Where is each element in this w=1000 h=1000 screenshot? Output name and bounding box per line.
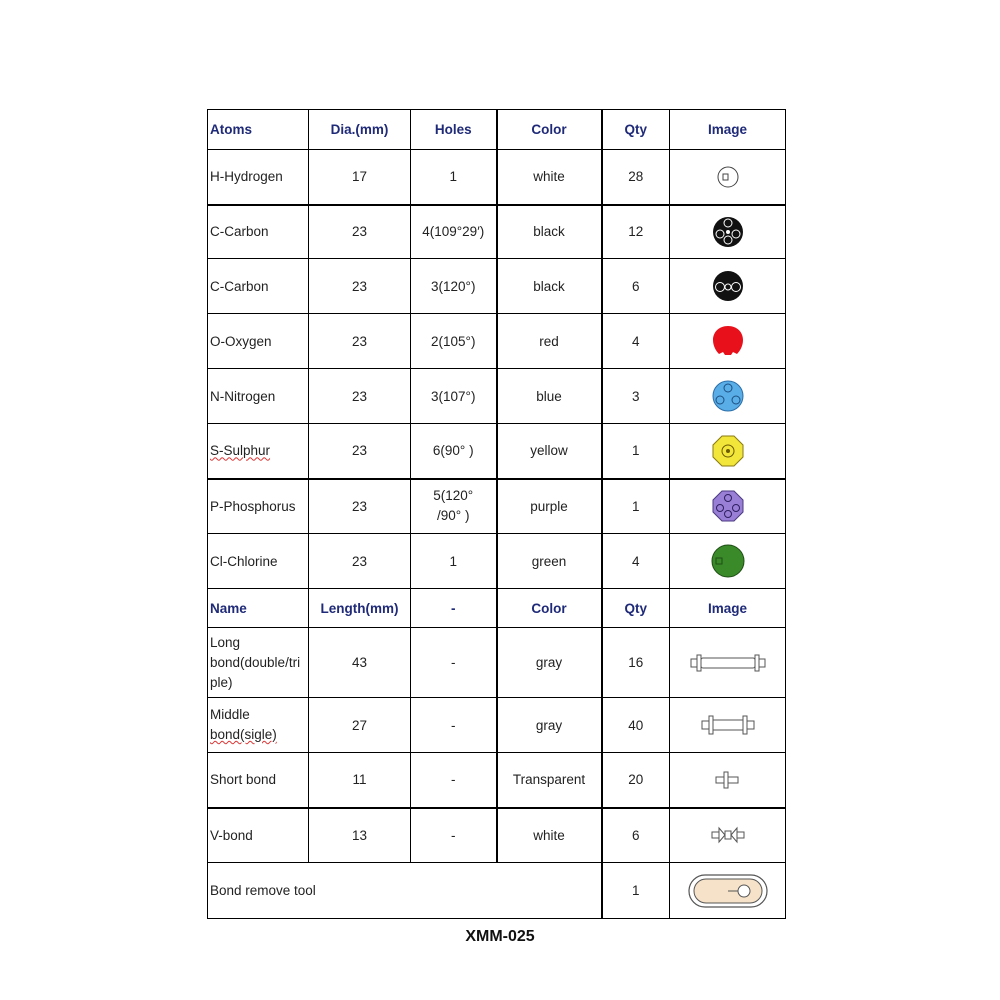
atom-color: purple bbox=[497, 479, 602, 534]
atom-name bbox=[208, 424, 309, 479]
carbon-3-hole-atom-icon bbox=[711, 269, 745, 303]
hydrogen-atom-icon bbox=[713, 162, 743, 192]
atom-qty: 4 bbox=[602, 534, 670, 589]
oxygen-atom-icon bbox=[711, 324, 745, 358]
v-bond-icon bbox=[711, 824, 745, 846]
atom-color: white bbox=[497, 150, 602, 205]
bond-name: Short bond bbox=[208, 753, 309, 808]
bond-color: Transparent bbox=[497, 753, 602, 808]
table-row bbox=[208, 150, 786, 205]
bond-holes: - bbox=[411, 628, 497, 698]
sulphur-atom-icon bbox=[711, 434, 745, 468]
atom-qty: 1 bbox=[602, 424, 670, 479]
atom-holes: 3(107°) bbox=[411, 369, 497, 424]
bond-name: Middle bond(sigle) bbox=[208, 698, 309, 753]
header-holes: Holes bbox=[411, 110, 497, 150]
atom-holes: 5(120° /90° ) bbox=[411, 479, 497, 534]
atom-dia: 23 bbox=[309, 205, 411, 259]
middle-bond-icon bbox=[701, 713, 755, 737]
bond-length: 27 bbox=[309, 698, 411, 753]
atom-holes: 2(105°) bbox=[411, 314, 497, 369]
bond-name: Long bond(double/tri ple) bbox=[208, 628, 309, 698]
short-bond-icon bbox=[714, 769, 742, 791]
header-dash: - bbox=[411, 589, 497, 628]
atom-color: blue bbox=[497, 369, 602, 424]
phosphorus-atom-icon bbox=[711, 489, 745, 523]
tool-name: Bond remove tool bbox=[208, 863, 602, 919]
header-name: Name bbox=[208, 589, 309, 628]
atom-dia: 17 bbox=[309, 150, 411, 205]
table-row bbox=[208, 205, 786, 259]
atom-qty: 4 bbox=[602, 314, 670, 369]
atom-holes: 1 bbox=[411, 534, 497, 589]
bond-holes: - bbox=[411, 753, 497, 808]
chlorine-atom-icon bbox=[710, 543, 746, 579]
atom-dia: 23 bbox=[309, 314, 411, 369]
atom-name-text: S-Sulphur bbox=[210, 443, 271, 459]
header-image: Image bbox=[670, 589, 786, 628]
atom-holes: 6(90° ) bbox=[411, 424, 497, 479]
table-row bbox=[208, 753, 786, 808]
table-row bbox=[208, 424, 786, 479]
atom-qty: 3 bbox=[602, 369, 670, 424]
bond-qty: 40 bbox=[602, 698, 670, 753]
bond-color: white bbox=[497, 808, 602, 863]
carbon-4-hole-atom-icon bbox=[711, 215, 745, 249]
atom-dia: 23 bbox=[309, 424, 411, 479]
header-length: Length(mm) bbox=[309, 589, 411, 628]
table-row bbox=[208, 259, 786, 314]
header-color: Color bbox=[497, 110, 602, 150]
atom-color: black bbox=[497, 259, 602, 314]
atom-dia: 23 bbox=[309, 369, 411, 424]
parts-table bbox=[207, 109, 786, 919]
atom-name: O-Oxygen bbox=[208, 314, 309, 369]
header-dia: Dia.(mm) bbox=[309, 110, 411, 150]
atom-qty: 1 bbox=[602, 479, 670, 534]
model-number: XMM-025 bbox=[465, 928, 535, 945]
atom-name: H-Hydrogen bbox=[208, 150, 309, 205]
atom-name: C-Carbon bbox=[208, 205, 309, 259]
header-atoms: Atoms bbox=[208, 110, 309, 150]
atom-qty: 12 bbox=[602, 205, 670, 259]
header-qty: Qty bbox=[602, 110, 670, 150]
atom-name: P-Phosphorus bbox=[208, 479, 309, 534]
atom-color: black bbox=[497, 205, 602, 259]
atoms-header-row bbox=[208, 110, 786, 150]
header-qty: Qty bbox=[602, 589, 670, 628]
atom-color: yellow bbox=[497, 424, 602, 479]
bond-holes: - bbox=[411, 698, 497, 753]
header-image: Image bbox=[670, 110, 786, 150]
atom-dia: 23 bbox=[309, 534, 411, 589]
bond-holes: - bbox=[411, 808, 497, 863]
bond-name: V-bond bbox=[208, 808, 309, 863]
bond-qty: 16 bbox=[602, 628, 670, 698]
nitrogen-atom-icon bbox=[711, 379, 745, 413]
atom-qty: 6 bbox=[602, 259, 670, 314]
table-row bbox=[208, 369, 786, 424]
atom-name: N-Nitrogen bbox=[208, 369, 309, 424]
table-row bbox=[208, 698, 786, 753]
bond-remove-tool-icon bbox=[688, 874, 768, 908]
bond-qty: 20 bbox=[602, 753, 670, 808]
atom-holes: 4(109°29′) bbox=[411, 205, 497, 259]
bond-length: 13 bbox=[309, 808, 411, 863]
atom-color: green bbox=[497, 534, 602, 589]
long-bond-icon bbox=[690, 652, 766, 674]
atom-name: C-Carbon bbox=[208, 259, 309, 314]
bond-length: 11 bbox=[309, 753, 411, 808]
header-color: Color bbox=[497, 589, 602, 628]
table-row bbox=[208, 863, 786, 919]
atom-dia: 23 bbox=[309, 259, 411, 314]
atom-name: Cl-Chlorine bbox=[208, 534, 309, 589]
bond-length: 43 bbox=[309, 628, 411, 698]
atom-dia: 23 bbox=[309, 479, 411, 534]
table-row bbox=[208, 479, 786, 534]
tool-qty: 1 bbox=[602, 863, 670, 919]
table-row bbox=[208, 534, 786, 589]
bond-color: gray bbox=[497, 698, 602, 753]
bond-qty: 6 bbox=[602, 808, 670, 863]
bond-color: gray bbox=[497, 628, 602, 698]
atom-qty: 28 bbox=[602, 150, 670, 205]
table-row bbox=[208, 808, 786, 863]
table-row bbox=[208, 314, 786, 369]
atom-color: red bbox=[497, 314, 602, 369]
table-row bbox=[208, 628, 786, 698]
atom-holes: 3(120°) bbox=[411, 259, 497, 314]
atom-holes: 1 bbox=[411, 150, 497, 205]
bonds-header-row bbox=[208, 589, 786, 628]
